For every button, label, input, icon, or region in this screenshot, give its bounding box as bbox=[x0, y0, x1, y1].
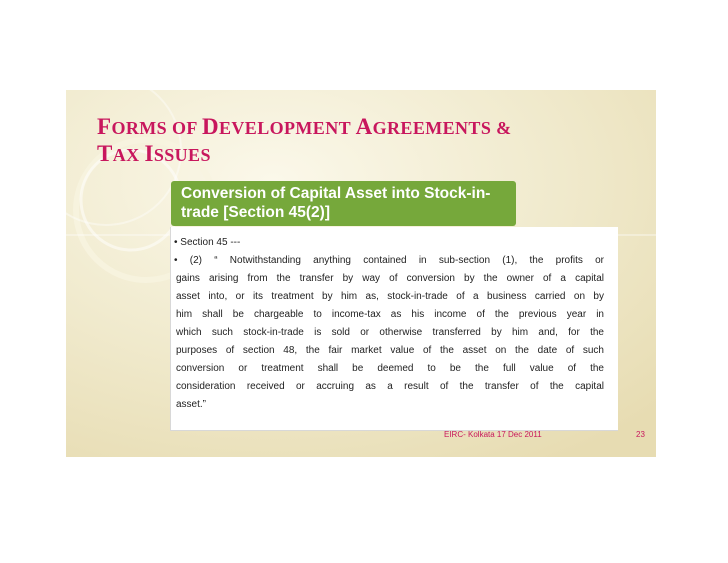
text-line: him shall be chargeable to income-tax as his income of the previous year in bbox=[176, 309, 604, 320]
subtitle-banner bbox=[171, 181, 516, 226]
slide-title bbox=[97, 114, 657, 168]
title-line-2: TAX ISSUES bbox=[97, 141, 211, 166]
text-line: asset into, or its treatment by him as, stock-in-trade of a business carried on by bbox=[176, 291, 604, 302]
text-line: conversion or treatment shall be deemed to be the full value of the bbox=[176, 363, 604, 374]
subtitle-text: Conversion of Capital Asset into Stock-in-trade [Section 45(2)] bbox=[181, 185, 491, 221]
section-heading: • Section 45 --- bbox=[174, 237, 241, 248]
text-line: consideration received or accruing as a result of the transfer of the capital bbox=[176, 381, 604, 392]
text-line: which such stock-in-trade is sold or otherwise transferred by him and, for the bbox=[176, 327, 604, 338]
title-line-1: FORMS OF DEVELOPMENT AGREEMENTS & bbox=[97, 114, 512, 139]
text-line: gains arising from the transfer by way of conversion by the owner of a capital bbox=[176, 273, 604, 284]
text-line: • (2) “ Notwithstanding anything contained in sub-section (1), the profits or bbox=[174, 255, 604, 266]
text-line: purposes of section 48, the fair market value of the asset on the date of such bbox=[176, 345, 604, 356]
page-number: 23 bbox=[636, 430, 645, 439]
text-line: asset.” bbox=[176, 399, 207, 410]
footer-event: EIRC- Kolkata 17 Dec 2011 bbox=[444, 430, 542, 439]
